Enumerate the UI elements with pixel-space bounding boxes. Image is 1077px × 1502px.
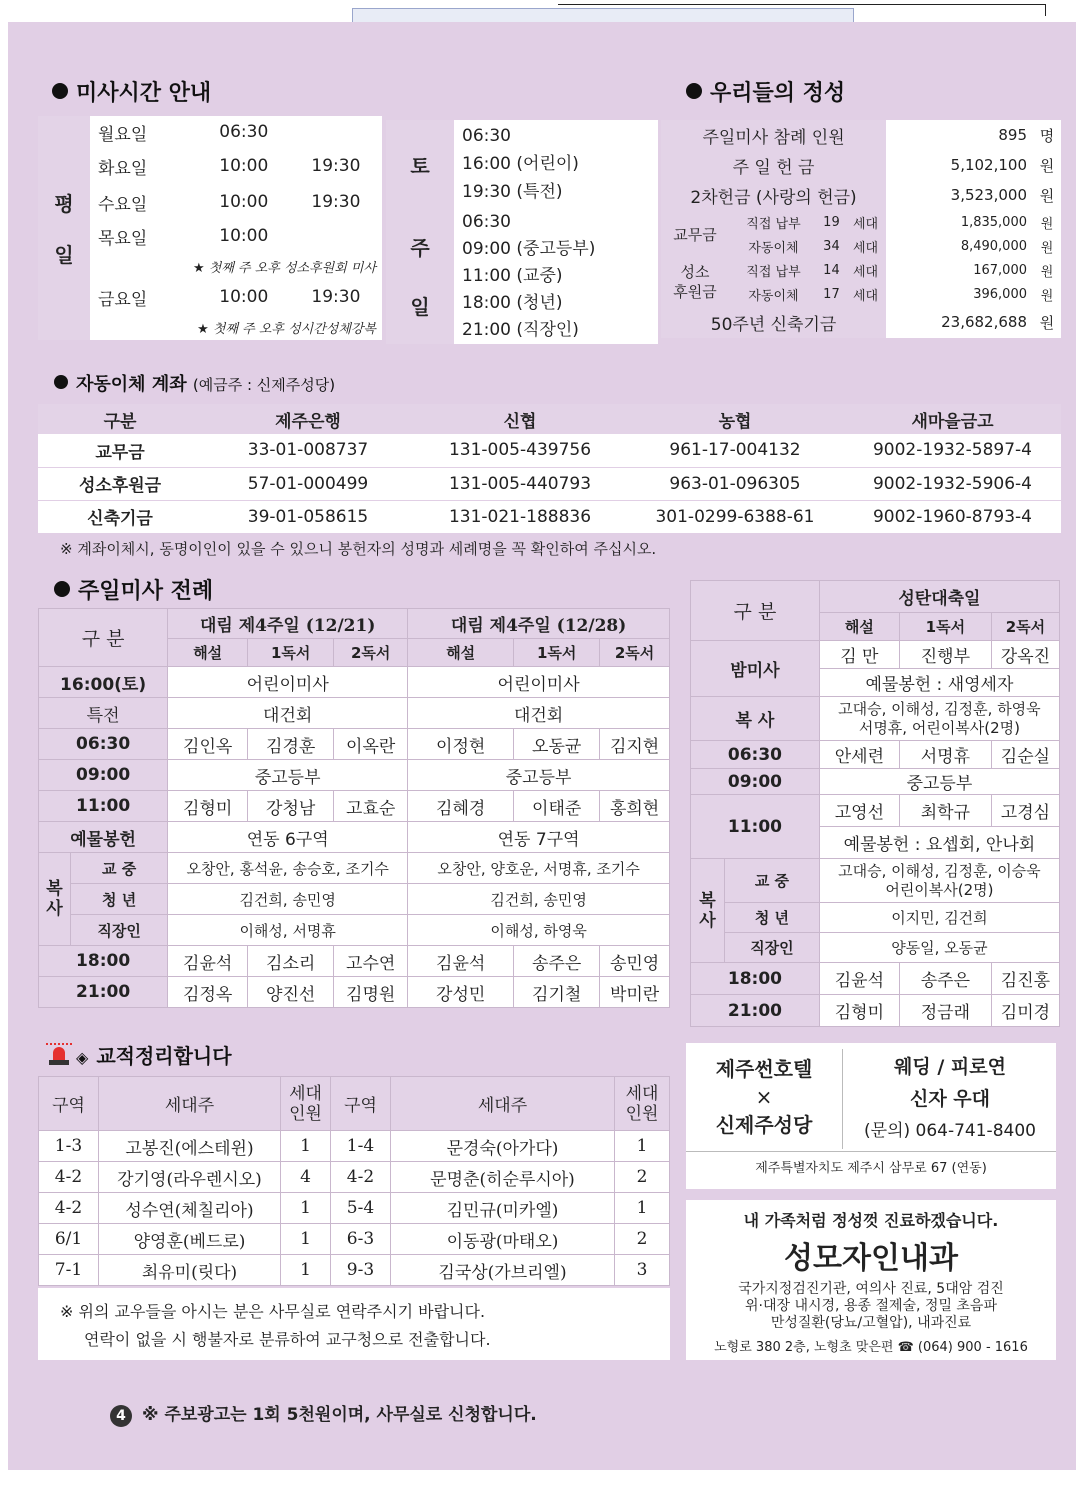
registry-note: ※ 위의 교우들을 아시는 분은 사무실로 연락주시기 바랍니다. 연락이 없을 시 행불자로 분류하여 교구청으로 전출합니다. — [38, 1288, 670, 1360]
unit: 원 — [1033, 150, 1061, 180]
sunday-offering-label: 주 일 헌 금 — [661, 150, 886, 180]
page-number: 4 — [110, 1405, 132, 1427]
sunday-times: 06:30 09:00 (중고등부) 11:00 (교중) 18:00 (청년) 21:00 (직장인) — [454, 208, 658, 344]
bullet-icon — [54, 581, 70, 597]
boksa-label: 복 사 — [39, 853, 71, 946]
diamond-icon: ◈ — [76, 1048, 89, 1067]
mass-time: 06:30 — [198, 116, 290, 148]
second-offering-label: 2차헌금 (사랑의 헌금) — [661, 180, 886, 210]
mass-time: 19:30 — [290, 184, 382, 220]
weekday-day: 목요일 — [90, 220, 198, 252]
unit: 원 — [1033, 180, 1061, 210]
amount: 1,835,000 — [886, 210, 1033, 234]
attendance-value: 895 — [886, 120, 1033, 150]
unit: 명 — [1033, 120, 1061, 150]
weekday-day: 화요일 — [90, 148, 198, 184]
second-offering-value: 3,523,000 — [886, 180, 1033, 210]
hotel-ad-info: 웨딩 / 피로연 신자 우대 (문의) 064-741-8400 — [864, 1056, 1036, 1141]
header-line-decoration — [558, 4, 1046, 16]
mass-times-title: 미사시간 안내 — [52, 76, 211, 107]
offering-table: 주일미사 참례 인원 895 명 주 일 헌 금 5,102,100 원 2차헌금 (사랑의 헌금) 3,523,000 원 교무금 직접 납부 19 세대 1,835,000 원 자동이체 34 세대 8,490,000 원 성소 후원금 직접 납부 14 세대 167,000 원 자동이체 17 세대 396,000 원 50주년 신축기금 23,682,688 원 — [661, 120, 1061, 338]
amount: 396,000 — [886, 282, 1033, 306]
account-type: 교무금 — [38, 434, 202, 467]
accounts-note: ※ 계좌이체시, 동명이인이 있을 수 있으니 봉헌자의 성명과 세례명을 꼭 확인하여 주십시오. — [60, 540, 657, 558]
weekday-label: 평 일 — [38, 116, 90, 340]
clinic-ad: 내 가족처럼 정성껏 진료하겠습니다. 성모자인내과 국가지정검진기관, 여의사 진료, 5대암 검진 위·대장 내시경, 용종 절제술, 정밀 초음파 만성질환(당뇨/고혈압), 내과진료 노형로 380 2층, 노형초 맞은편 ☎ (064) 900 - 1616 — [686, 1200, 1056, 1360]
account-number: 33-01-008737 — [202, 434, 414, 467]
christmas-header: 성탄대축일 — [819, 581, 1059, 613]
registry-title: ◈ 교적정리합니다 — [46, 1040, 232, 1069]
account-number: 961-17-004132 — [626, 434, 844, 467]
weekday-day: 수요일 — [90, 184, 198, 220]
mass-time: 10:00 — [198, 280, 290, 314]
seongso-label: 성소 후원금 — [661, 258, 729, 306]
friday-note: ★ 첫째 주 오후 성시간성체강복 — [90, 314, 382, 340]
account-number: 963-01-096305 — [626, 467, 844, 500]
account-type: 신축기금 — [38, 500, 202, 533]
mass-time: 19:30 — [290, 148, 382, 184]
hotel-ad — [686, 1043, 1056, 1189]
account-number: 131-005-440793 — [414, 467, 626, 500]
bullet-icon — [54, 375, 68, 389]
amount: 167,000 — [886, 258, 1033, 282]
liturgy-table: 구 분 대림 제4주일 (12/21) 대림 제4주일 (12/28) 해설 1독서 2독서 해설 1독서 2독서 16:00(토) 어린이미사 어린이미사 특전 대건회 대건회 06:30 김인옥 김경훈 이옥란 이정현 오동균 김지현 09:00 중고등부 중고등부 11:00 김형미 강청남 고효순 김혜경 이태준 홍희현 예물봉헌 연동 6구역 연동 7구역 복 사 교 중 오창안, 홍석윤, 송승호, 조기수 오창안, 양호운, 서명휴, 조기수 청 년 김건희, 송민영 김건희, 송민영 직장인 이해성, 서명휴 이해성, 하영욱 18:00 김윤석 김소리 고수연 김윤석 송주은 송민영 21:00 김정옥 양진선 김명원 강성민 김기철 박미란 — [38, 608, 670, 1008]
saturday-times: 06:30 16:00 (어린이) 19:30 (특전) — [454, 120, 658, 208]
mass-time: 10:00 — [198, 220, 290, 252]
week1-header: 대림 제4주일 (12/21) — [168, 609, 408, 639]
account-number: 9002-1960-8793-4 — [844, 500, 1061, 533]
sunday-offering-value: 5,102,100 — [886, 150, 1033, 180]
clinic-name: 성모자인내과 — [784, 1241, 958, 1276]
accounts-table: 구분 제주은행 신협 농협 새마을금고 교무금 33-01-008737 131-005-439756 961-17-004132 9002-1932-5897-4 성소후원금 57-01-000499 131-005-440793 963-01-096305 9002-1932-5906-4 신축기금 39-01-058615 131-021-188836 301-0299-6388-61 9002-1960-8793-4 — [38, 404, 1061, 533]
hotel-ad-names: 제주썬호텔 × 신제주성당 — [715, 1057, 813, 1137]
amount: 8,490,000 — [886, 234, 1033, 258]
hotel-ad-address: 제주특별자치도 제주시 삼무로 67 (연동) — [755, 1161, 987, 1176]
gyomu-label: 교무금 — [661, 210, 729, 258]
registry-table: 구역 세대주 세대 인원 구역 세대주 세대 인원 1-3 고봉진(에스테윈) 1 1-4 문경숙(아가다) 1 4-2 강기영(라우렌시오) 4 4-2 문명춘(히순루시아) 2 4-2 성수연(체칠리아) 1 5-4 김민규(미카엘) 1 6/1 양영훈(베드로) 1 6-3 이동광(마태오) 2 7-1 최유미(릿다) 1 9-3 김국상(가브리엘) 3 — [38, 1076, 670, 1286]
mass-time: 10:00 — [198, 184, 290, 220]
thursday-note: ★ 첫째 주 오후 성소후원회 미사 — [90, 252, 382, 280]
account-number: 131-005-439756 — [414, 434, 626, 467]
liturgy-title: 주일미사 전례 — [54, 574, 213, 605]
weekday-day: 금요일 — [90, 280, 198, 314]
attendance-label: 주일미사 참례 인원 — [661, 120, 886, 150]
account-number: 9002-1932-5897-4 — [844, 434, 1061, 467]
mass-time — [290, 116, 382, 148]
fund-value: 23,682,688 — [886, 306, 1033, 338]
account-number: 57-01-000499 — [202, 467, 414, 500]
weekday-day: 월요일 — [90, 116, 198, 148]
bullet-icon — [686, 83, 702, 99]
saturday-label: 토 — [386, 120, 454, 208]
mass-time: 19:30 — [290, 280, 382, 314]
christmas-table: 구 분 성탄대축일 해설 1독서 2독서 밤미사 김 만 진행부 강옥진 예물봉헌 : 새영세자 복 사 고대승, 이해성, 김정훈, 하영욱 서명휴, 어린이복사(2명) 06:30 안세련 서명휴 김순실 09:00 중고등부 11:00 고영선 최학규 고경심 예물봉헌 : 요셉회, 안나회 복 사 교 중 고대승, 이해성, 김정훈, 이승욱 어린이복사(2명) 청 년 이지민, 김건희 직장인 양동일, 오동균 18:00 김윤석 송주은 김진홍 21:00 김형미 정금래 김미경 — [690, 580, 1060, 1027]
account-number: 131-021-188836 — [414, 500, 626, 533]
mass-time — [290, 220, 382, 252]
mass-time: 10:00 — [198, 148, 290, 184]
week2-header: 대림 제4주일 (12/28) — [408, 609, 670, 639]
fund-label: 50주년 신축기금 — [661, 306, 886, 338]
sunday-label: 주 일 — [386, 208, 454, 344]
offering-title: 우리들의 정성 — [686, 76, 845, 107]
account-number: 9002-1932-5906-4 — [844, 467, 1061, 500]
account-number: 301-0299-6388-61 — [626, 500, 844, 533]
accounts-title: 자동이체 계좌 (예금주 : 신제주성당) — [54, 370, 335, 396]
bullet-icon — [52, 83, 68, 99]
account-type: 성소후원금 — [38, 467, 202, 500]
weekend-mass-table — [386, 120, 658, 344]
siren-icon — [46, 1043, 72, 1065]
account-number: 39-01-058615 — [202, 500, 414, 533]
footer-note: 4 ※ 주보광고는 1회 5천원이며, 사무실로 신청합니다. — [110, 1400, 537, 1427]
weekday-mass-table — [38, 116, 382, 340]
